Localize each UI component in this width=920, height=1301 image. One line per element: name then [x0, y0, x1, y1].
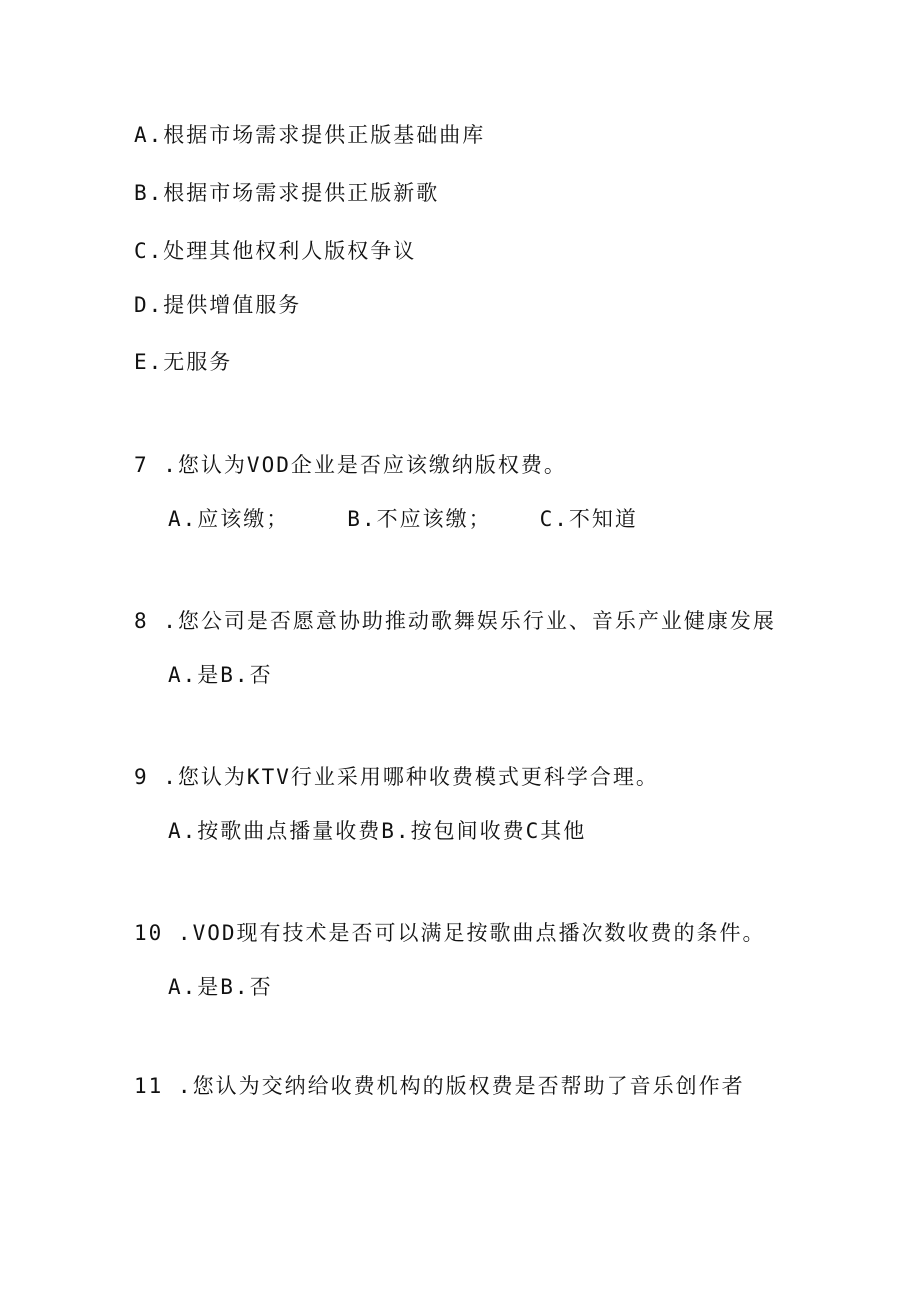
option-b-q6: B.根据市场需求提供正版新歌 — [134, 181, 440, 205]
question-11: 11 .您认为交纳给收费机构的版权费是否帮助了音乐创作者 — [134, 1074, 745, 1098]
question-8: 8 .您公司是否愿意协助推动歌舞娱乐行业、音乐产业健康发展 — [134, 609, 776, 633]
options-q8: A.是B.否 — [168, 663, 273, 687]
options-q9: A.按歌曲点播量收费B.按包间收费C其他 — [168, 819, 587, 843]
option-d-q6: D.提供增值服务 — [134, 293, 302, 317]
option-b-q7: B.不应该缴； — [347, 507, 492, 531]
option-a-q7: A.应该缴； — [168, 507, 290, 531]
option-a-q6: A.根据市场需求提供正版基础曲库 — [134, 123, 486, 147]
option-e-q6: E.无服务 — [134, 350, 233, 374]
question-7: 7 .您认为VOD企业是否应该缴纳版权费。 — [134, 453, 567, 477]
options-q10: A.是B.否 — [168, 975, 273, 999]
options-q7 — [168, 504, 638, 534]
option-c-q7: C.不知道 — [539, 507, 638, 531]
option-c-q6: C.处理其他权利人版权争议 — [134, 239, 417, 263]
question-9: 9 .您认为KTV行业采用哪种收费模式更科学合理。 — [134, 765, 659, 789]
question-10: 10 .VOD现有技术是否可以满足按歌曲点播次数收费的条件。 — [134, 921, 766, 945]
